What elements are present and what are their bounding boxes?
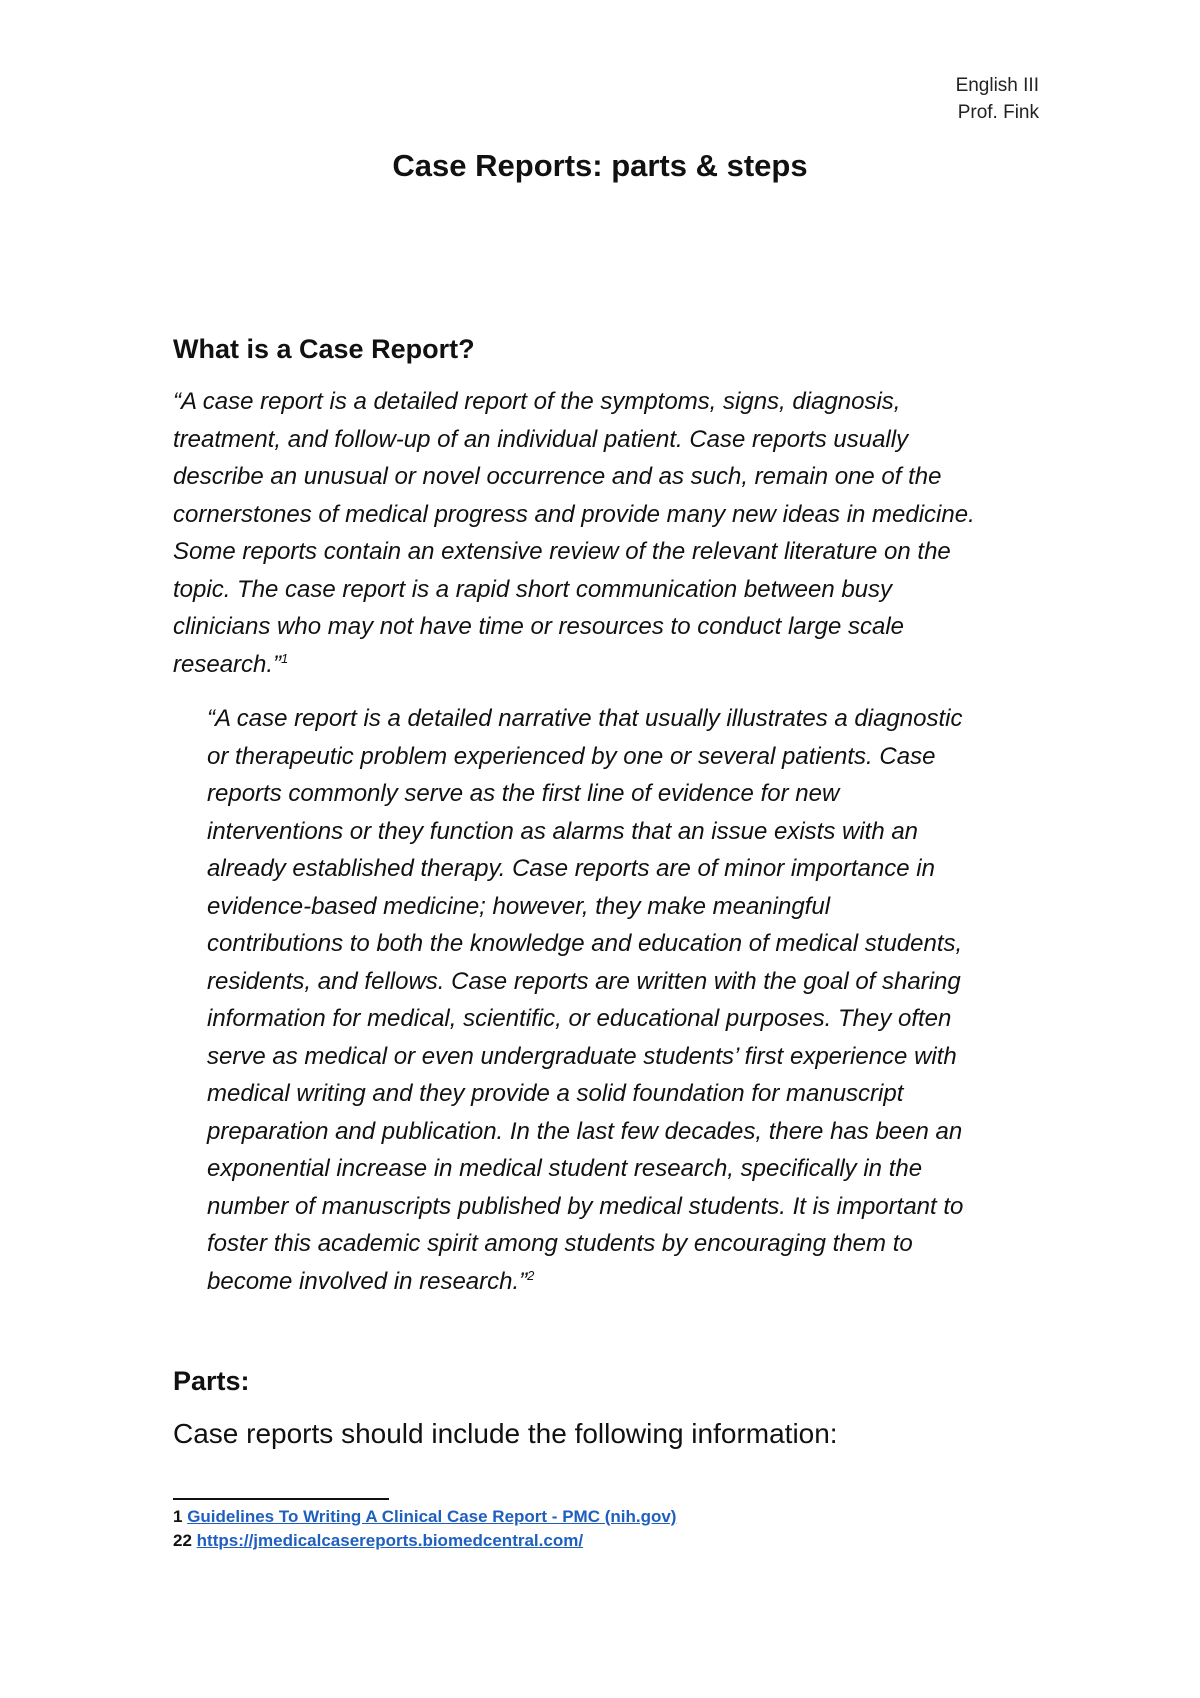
- quote-1-line: treatment, and follow-up of an individual patient. Case reports usually: [173, 425, 909, 453]
- quote-2-line: already established therapy. Case reports are of minor importance in: [207, 855, 935, 882]
- quote-2-line: evidence-based medicine; however, they make meaningful: [207, 892, 831, 920]
- quote-2-line: preparation and publication. In the last few decades, there has been an: [207, 1117, 963, 1145]
- quote-1-line: “A case report is a detailed report of the symptoms, signs, diagnosis,: [173, 388, 901, 415]
- quote-1-line: clinicians who may not have time or resources to conduct large scale: [173, 613, 905, 640]
- document-header: [956, 72, 1039, 126]
- quote-1-line: topic. The case report is a rapid short communication between busy: [173, 575, 893, 603]
- course-name: English III: [955, 75, 1039, 96]
- quote-2-line: information for medical, scientific, or educational purposes. They often: [207, 1005, 952, 1032]
- footnote-2: [173, 1530, 583, 1552]
- quote-2-line: or therapeutic problem experienced by one or several patients. Case: [207, 742, 936, 770]
- quote-2-line: contributions to both the knowledge and education of medical students,: [207, 930, 963, 957]
- footnote-link[interactable]: https://jmedicalcasereports.biomedcentral.com/: [196, 1531, 584, 1550]
- quote-2-line: foster this academic spirit among students by encouraging them to: [207, 1230, 913, 1257]
- footnote-number: 22: [173, 1531, 192, 1550]
- footnote-ref-2[interactable]: 2: [527, 1267, 535, 1283]
- quote-1: [173, 383, 975, 683]
- footnote-1: [173, 1506, 676, 1528]
- quote-2-line: exponential increase in medical student research, specifically in the: [207, 1155, 923, 1182]
- quote-2-line: residents, and fellows. Case reports are written with the goal of sharing: [207, 967, 961, 995]
- quote-1-line: describe an unusual or novel occurrence and as such, remain one of the: [173, 463, 942, 490]
- footnote-ref-1[interactable]: 1: [281, 650, 289, 666]
- quote-2-line: number of manuscripts published by medical students. It is important to: [207, 1192, 964, 1220]
- parts-intro: Case reports should include the following information:: [173, 1418, 838, 1449]
- quote-2-line: “A case report is a detailed narrative that usually illustrates a diagnostic: [207, 705, 963, 732]
- quote-2-line: medical writing and they provide a solid foundation for manuscript: [207, 1080, 904, 1107]
- quote-1-line: research.”: [173, 650, 282, 678]
- professor-name: Prof. Fink: [957, 102, 1039, 123]
- footnote-link[interactable]: Guidelines To Writing A Clinical Case Report - PMC (nih.gov): [187, 1507, 677, 1526]
- footnote-number: 1: [173, 1507, 183, 1526]
- quote-2: [207, 700, 963, 1300]
- quote-1-line: Some reports contain an extensive review of the relevant literature on the: [173, 538, 951, 565]
- quote-2-line: serve as medical or even undergraduate students’ first experience with: [207, 1042, 957, 1070]
- quote-2-line: interventions or they function as alarms that an issue exists with an: [207, 817, 919, 845]
- footnote-separator: [173, 1498, 389, 1500]
- quote-1-line: cornerstones of medical progress and provide many new ideas in medicine.: [173, 500, 975, 528]
- page-title: Case Reports: parts & steps: [392, 148, 808, 183]
- section-heading-what: What is a Case Report?: [173, 334, 475, 364]
- quote-2-line: reports commonly serve as the first line of evidence for new: [207, 780, 840, 807]
- quote-2-line: become involved in research.”: [207, 1267, 528, 1295]
- section-heading-parts: Parts:: [173, 1366, 250, 1396]
